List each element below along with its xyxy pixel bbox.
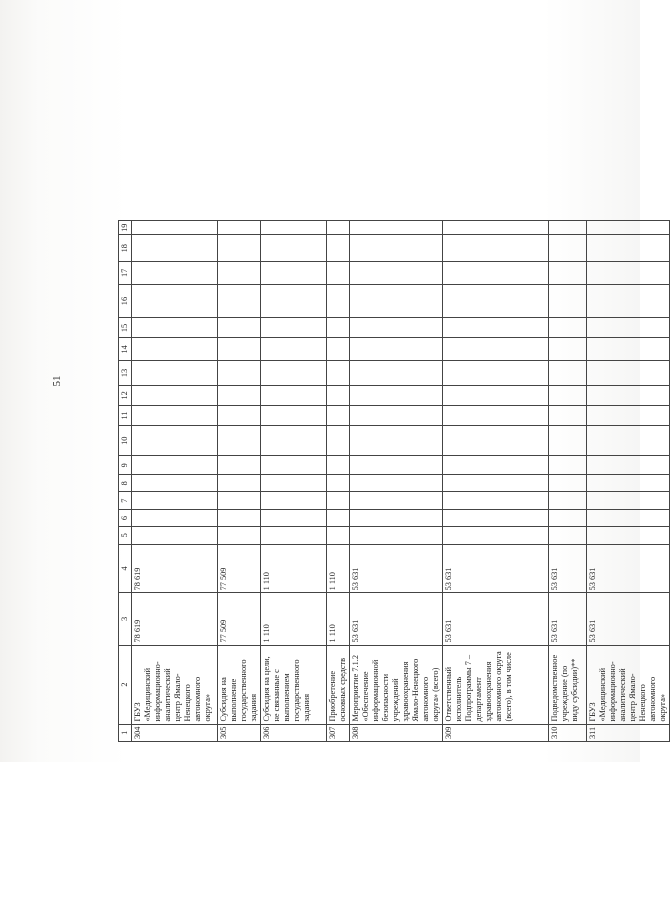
empty-cell bbox=[218, 527, 261, 544]
empty-cell bbox=[261, 221, 327, 235]
row-name-cell: ГБУЗ «Медицинский информационно-аналитический центр Ямало-Ненецкого автономного округа» bbox=[132, 645, 218, 724]
empty-cell bbox=[327, 385, 350, 405]
empty-cell bbox=[261, 405, 327, 425]
empty-cell bbox=[132, 527, 218, 544]
empty-cell bbox=[261, 456, 327, 475]
empty-cell bbox=[261, 385, 327, 405]
header-cell: 1 bbox=[119, 724, 132, 741]
row-name-cell: ГБУЗ «Медицинский информационно-аналитический центр Ямало-Ненецкого автономного округа» bbox=[587, 645, 670, 724]
empty-cell bbox=[261, 509, 327, 526]
empty-cell bbox=[261, 235, 327, 262]
empty-cell bbox=[549, 425, 587, 455]
row-name-cell: Ответственный исполнитель Подпрограммы 7 – департамент здравоохранения автономного округа (всего), в том числе bbox=[443, 645, 549, 724]
empty-cell bbox=[327, 338, 350, 361]
header-cell: 3 bbox=[119, 593, 132, 645]
row-number-cell: 305 bbox=[218, 724, 261, 741]
empty-cell bbox=[327, 235, 350, 262]
empty-cell bbox=[218, 284, 261, 318]
budget-table bbox=[118, 220, 670, 742]
empty-cell bbox=[218, 235, 261, 262]
empty-cell bbox=[443, 318, 549, 338]
empty-cell bbox=[261, 425, 327, 455]
row-number-cell: 311 bbox=[587, 724, 670, 741]
empty-cell bbox=[132, 235, 218, 262]
empty-cell bbox=[587, 405, 670, 425]
header-cell: 12 bbox=[119, 385, 132, 405]
empty-cell bbox=[261, 318, 327, 338]
empty-cell bbox=[350, 261, 443, 284]
empty-cell bbox=[443, 385, 549, 405]
empty-cell bbox=[132, 338, 218, 361]
empty-cell bbox=[587, 221, 670, 235]
row-number-cell: 306 bbox=[261, 724, 327, 741]
empty-cell bbox=[132, 475, 218, 492]
empty-cell bbox=[218, 221, 261, 235]
empty-cell bbox=[549, 338, 587, 361]
row-name-cell: Подведомственное учреждение (по виду субсидии)** bbox=[549, 645, 587, 724]
empty-cell bbox=[218, 405, 261, 425]
empty-cell bbox=[443, 405, 549, 425]
col3-value-cell: 53 631 bbox=[549, 593, 587, 645]
empty-cell bbox=[443, 338, 549, 361]
empty-cell bbox=[327, 361, 350, 386]
empty-cell bbox=[132, 221, 218, 235]
col3-value-cell: 53 631 bbox=[443, 593, 549, 645]
empty-cell bbox=[350, 235, 443, 262]
empty-cell bbox=[327, 318, 350, 338]
empty-cell bbox=[350, 385, 443, 405]
empty-cell bbox=[587, 318, 670, 338]
empty-cell bbox=[218, 361, 261, 386]
header-row bbox=[119, 221, 132, 742]
header-cell: 19 bbox=[119, 221, 132, 235]
empty-cell bbox=[327, 456, 350, 475]
header-cell: 9 bbox=[119, 456, 132, 475]
col4-value-cell: 1 110 bbox=[261, 544, 327, 593]
empty-cell bbox=[587, 527, 670, 544]
empty-cell bbox=[132, 509, 218, 526]
empty-cell bbox=[587, 456, 670, 475]
empty-cell bbox=[327, 475, 350, 492]
col3-value-cell: 78 619 bbox=[132, 593, 218, 645]
empty-cell bbox=[350, 405, 443, 425]
header-cell: 4 bbox=[119, 544, 132, 593]
empty-cell bbox=[587, 284, 670, 318]
header-cell: 2 bbox=[119, 645, 132, 724]
col3-value-cell: 1 110 bbox=[261, 593, 327, 645]
empty-cell bbox=[327, 425, 350, 455]
table-row bbox=[327, 221, 350, 742]
empty-cell bbox=[443, 425, 549, 455]
empty-cell bbox=[261, 261, 327, 284]
row-name-cell: Мероприятие 7.1.2 «Обеспечение информационной безопасности учреждений здравоохранения Ямало-Ненецкого автономного округа» (всего) bbox=[350, 645, 443, 724]
empty-cell bbox=[261, 492, 327, 509]
empty-cell bbox=[218, 456, 261, 475]
header-cell: 14 bbox=[119, 338, 132, 361]
empty-cell bbox=[327, 492, 350, 509]
empty-cell bbox=[350, 425, 443, 455]
table-row bbox=[549, 221, 587, 742]
empty-cell bbox=[443, 261, 549, 284]
row-number-cell: 310 bbox=[549, 724, 587, 741]
header-cell: 11 bbox=[119, 405, 132, 425]
empty-cell bbox=[443, 456, 549, 475]
empty-cell bbox=[587, 425, 670, 455]
empty-cell bbox=[327, 405, 350, 425]
empty-cell bbox=[443, 361, 549, 386]
empty-cell bbox=[132, 425, 218, 455]
empty-cell bbox=[350, 509, 443, 526]
col4-value-cell: 53 631 bbox=[587, 544, 670, 593]
empty-cell bbox=[549, 475, 587, 492]
header-cell: 18 bbox=[119, 235, 132, 262]
empty-cell bbox=[587, 385, 670, 405]
empty-cell bbox=[443, 492, 549, 509]
empty-cell bbox=[327, 261, 350, 284]
row-number-cell: 308 bbox=[350, 724, 443, 741]
empty-cell bbox=[350, 318, 443, 338]
empty-cell bbox=[132, 385, 218, 405]
empty-cell bbox=[549, 405, 587, 425]
empty-cell bbox=[132, 318, 218, 338]
empty-cell bbox=[132, 361, 218, 386]
empty-cell bbox=[350, 221, 443, 235]
empty-cell bbox=[549, 385, 587, 405]
empty-cell bbox=[218, 385, 261, 405]
empty-cell bbox=[587, 338, 670, 361]
empty-cell bbox=[327, 527, 350, 544]
empty-cell bbox=[218, 338, 261, 361]
row-name-cell: Приобретение основных средств bbox=[327, 645, 350, 724]
table-row bbox=[587, 221, 670, 742]
row-number-cell: 309 bbox=[443, 724, 549, 741]
page-number: 51 bbox=[51, 375, 63, 387]
empty-cell bbox=[443, 235, 549, 262]
empty-cell bbox=[443, 221, 549, 235]
header-cell: 10 bbox=[119, 425, 132, 455]
table-row bbox=[261, 221, 327, 742]
empty-cell bbox=[549, 456, 587, 475]
col3-value-cell: 77 509 bbox=[218, 593, 261, 645]
empty-cell bbox=[218, 261, 261, 284]
empty-cell bbox=[587, 475, 670, 492]
empty-cell bbox=[261, 338, 327, 361]
table-row bbox=[350, 221, 443, 742]
empty-cell bbox=[549, 509, 587, 526]
header-cell: 16 bbox=[119, 284, 132, 318]
empty-cell bbox=[587, 235, 670, 262]
empty-cell bbox=[549, 318, 587, 338]
empty-cell bbox=[132, 284, 218, 318]
col3-value-cell: 53 631 bbox=[587, 593, 670, 645]
empty-cell bbox=[218, 509, 261, 526]
col4-value-cell: 1 110 bbox=[327, 544, 350, 593]
table-body bbox=[132, 221, 670, 742]
empty-cell bbox=[587, 509, 670, 526]
empty-cell bbox=[132, 261, 218, 284]
empty-cell bbox=[327, 284, 350, 318]
header-cell: 5 bbox=[119, 527, 132, 544]
header-cell: 13 bbox=[119, 361, 132, 386]
empty-cell bbox=[261, 527, 327, 544]
empty-cell bbox=[587, 492, 670, 509]
empty-cell bbox=[261, 284, 327, 318]
empty-cell bbox=[350, 284, 443, 318]
empty-cell bbox=[218, 492, 261, 509]
rotated-table-wrapper bbox=[118, 220, 670, 742]
row-number-cell: 304 bbox=[132, 724, 218, 741]
header-cell: 15 bbox=[119, 318, 132, 338]
table-row bbox=[132, 221, 218, 742]
empty-cell bbox=[327, 509, 350, 526]
header-cell: 6 bbox=[119, 509, 132, 526]
empty-cell bbox=[549, 221, 587, 235]
empty-cell bbox=[549, 284, 587, 318]
col4-value-cell: 53 631 bbox=[549, 544, 587, 593]
empty-cell bbox=[218, 475, 261, 492]
col4-value-cell: 78 619 bbox=[132, 544, 218, 593]
empty-cell bbox=[350, 338, 443, 361]
empty-cell bbox=[350, 361, 443, 386]
empty-cell bbox=[350, 527, 443, 544]
col4-value-cell: 53 631 bbox=[443, 544, 549, 593]
row-number-cell: 307 bbox=[327, 724, 350, 741]
row-name-cell: Субсидия на выполнение государственного задания bbox=[218, 645, 261, 724]
empty-cell bbox=[261, 475, 327, 492]
empty-cell bbox=[327, 221, 350, 235]
empty-cell bbox=[218, 318, 261, 338]
empty-cell bbox=[350, 456, 443, 475]
table-row bbox=[443, 221, 549, 742]
empty-cell bbox=[132, 456, 218, 475]
empty-cell bbox=[132, 492, 218, 509]
header-cell: 8 bbox=[119, 475, 132, 492]
empty-cell bbox=[549, 361, 587, 386]
empty-cell bbox=[549, 235, 587, 262]
empty-cell bbox=[443, 509, 549, 526]
empty-cell bbox=[549, 527, 587, 544]
empty-cell bbox=[587, 261, 670, 284]
col3-value-cell: 53 631 bbox=[350, 593, 443, 645]
empty-cell bbox=[443, 475, 549, 492]
empty-cell bbox=[587, 361, 670, 386]
empty-cell bbox=[350, 492, 443, 509]
col3-value-cell: 1 110 bbox=[327, 593, 350, 645]
empty-cell bbox=[443, 284, 549, 318]
empty-cell bbox=[549, 492, 587, 509]
empty-cell bbox=[132, 405, 218, 425]
row-name-cell: Субсидия на цели, не связанные с выполнением государственного задания bbox=[261, 645, 327, 724]
empty-cell bbox=[261, 361, 327, 386]
empty-cell bbox=[218, 425, 261, 455]
empty-cell bbox=[350, 475, 443, 492]
empty-cell bbox=[549, 261, 587, 284]
col4-value-cell: 53 631 bbox=[350, 544, 443, 593]
header-cell: 7 bbox=[119, 492, 132, 509]
header-cell: 17 bbox=[119, 261, 132, 284]
col4-value-cell: 77 509 bbox=[218, 544, 261, 593]
empty-cell bbox=[443, 527, 549, 544]
table-row bbox=[218, 221, 261, 742]
